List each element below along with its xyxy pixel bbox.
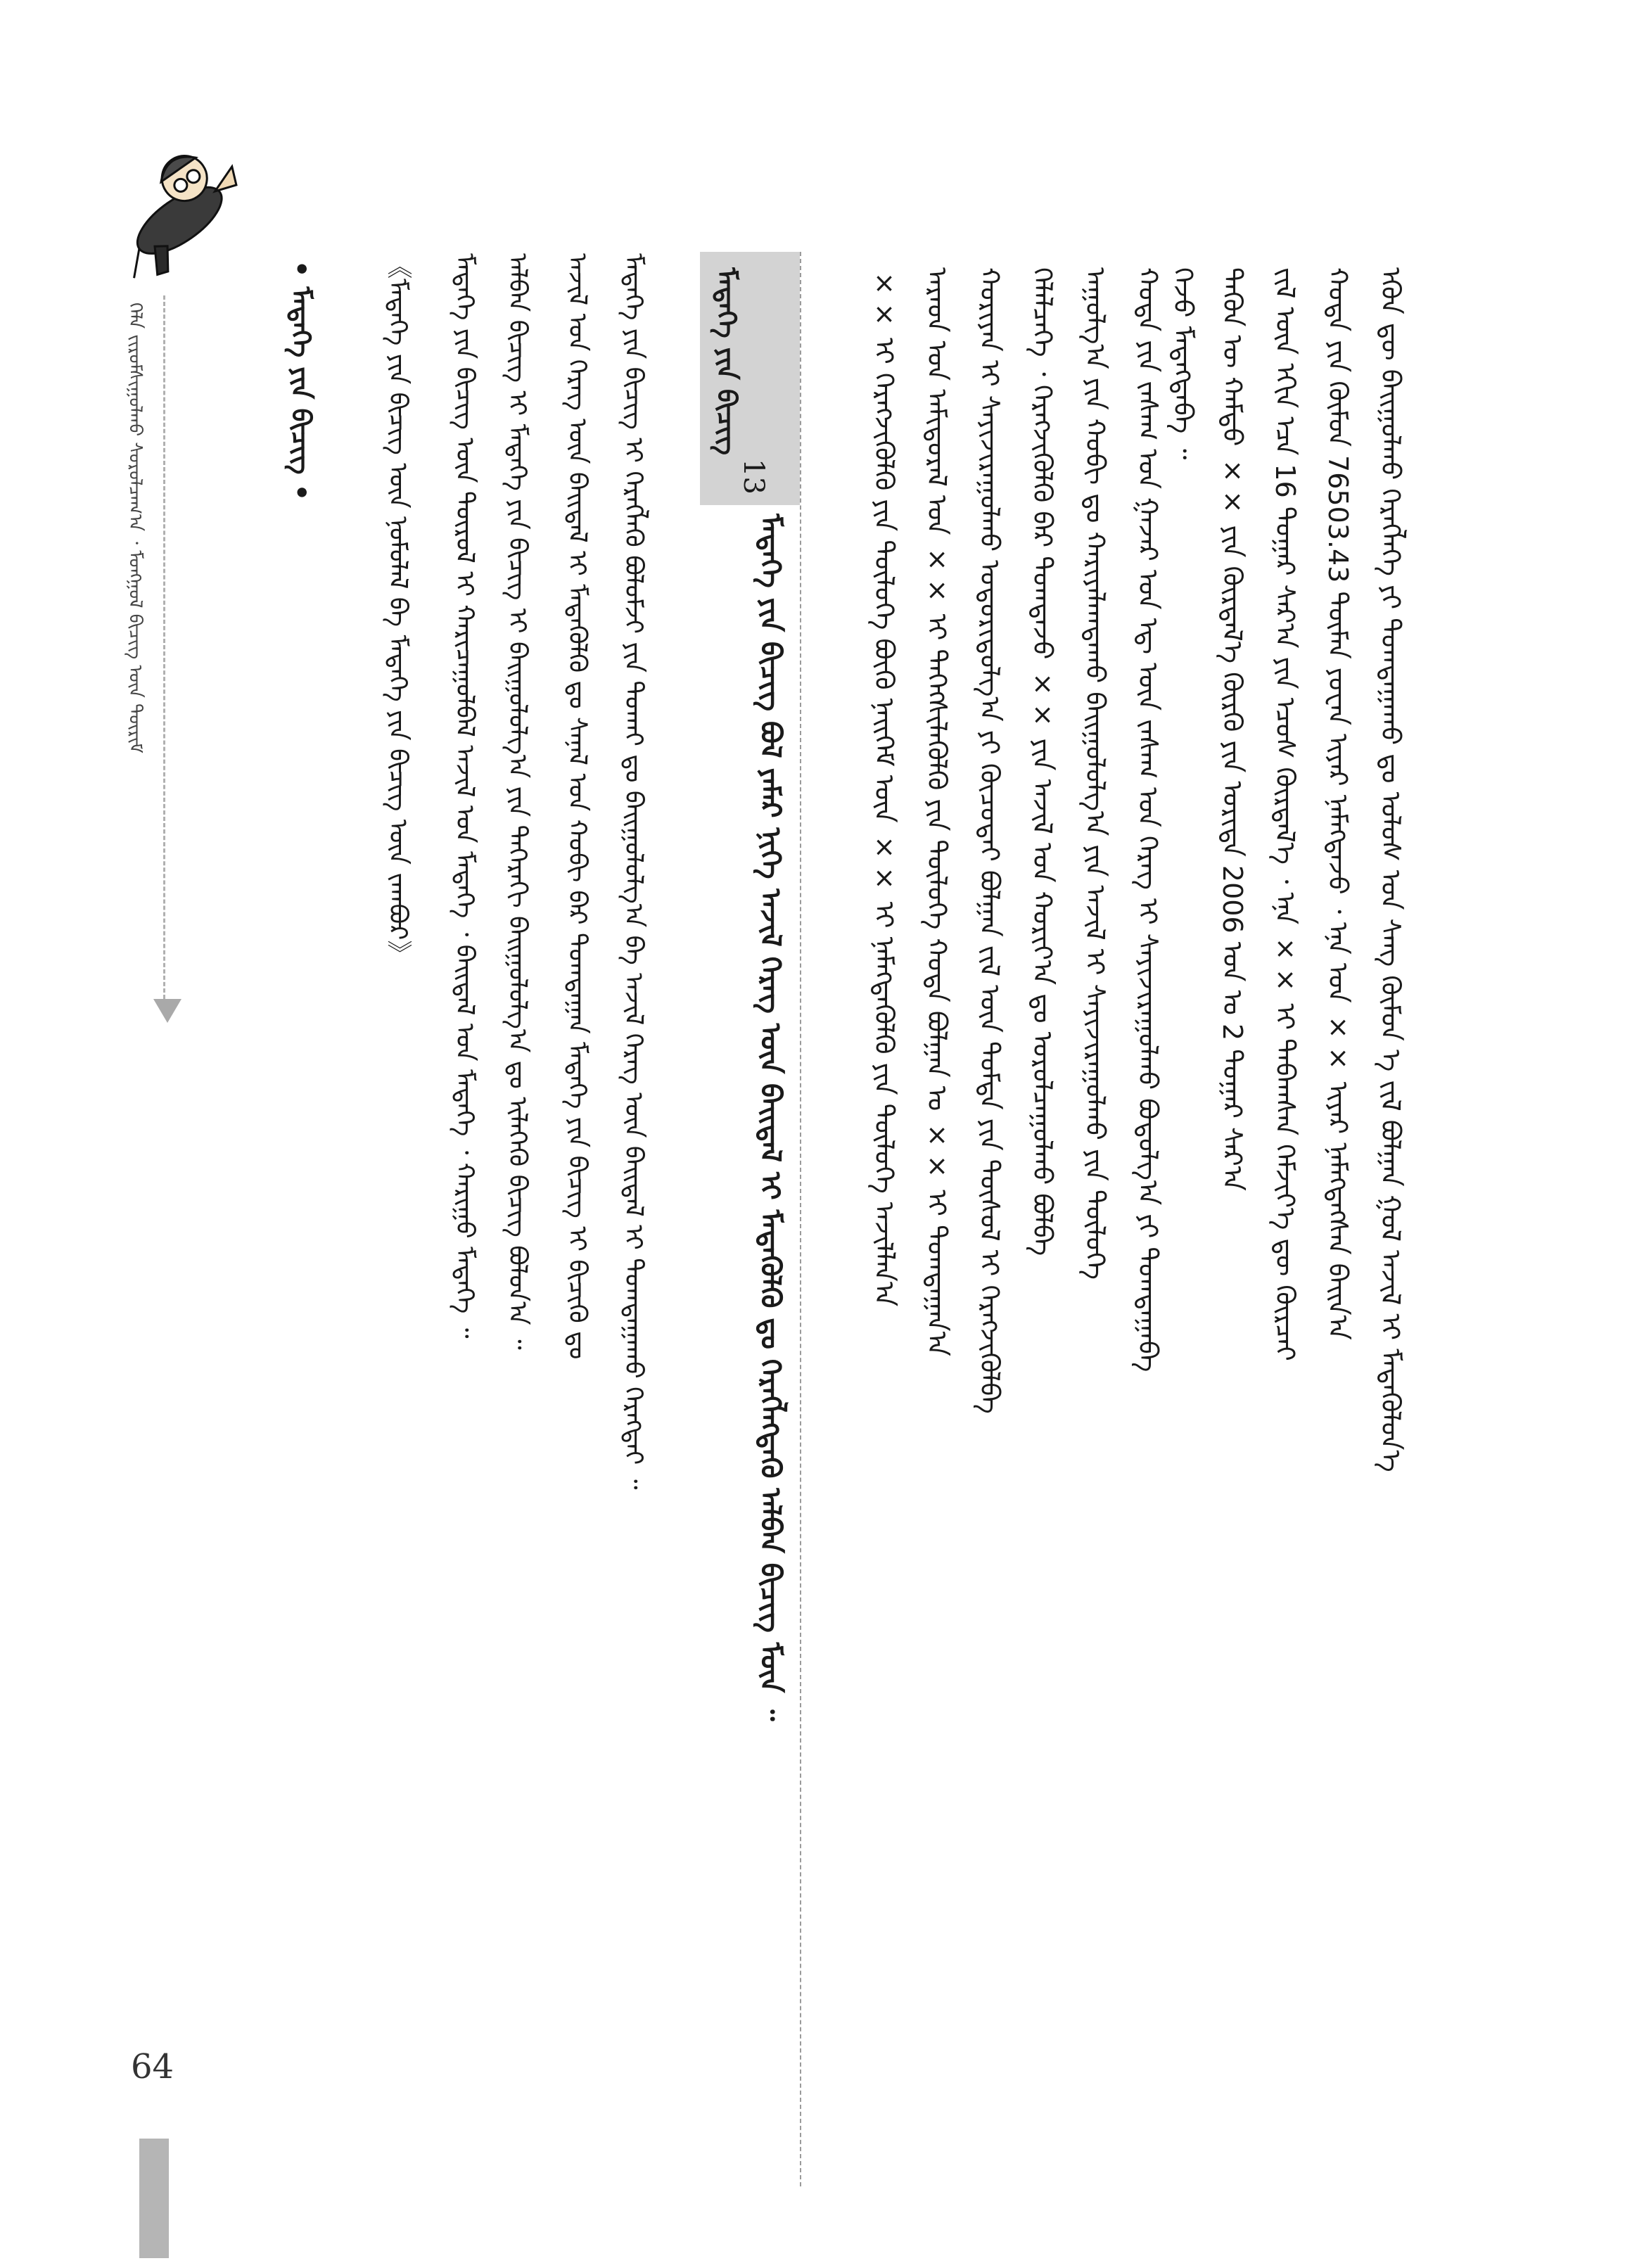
standard-column-4: ᠮᠡᠳᠡᠭᠡ ᠶᠢᠨ ᠪᠢᠴᠢᠭ ᠦᠨ ᠲᠥᠷᠥᠯ ᠢ ᠬᠠᠷᠢᠴᠠᠭᠤᠯᠪᠠᠯ ᠠᠵᠢᠯ ᠤᠨ ᠮᠡᠳᠡᠭᠡ ᠂ ᠪᠠᠢᠳᠠᠯ ᠤᠨ ᠮᠡᠳᠡᠭᠡ ᠂ ᠬᠠᠷᠢᠭᠤ ᠮᠡᠳᠡᠭᠡ ᠃ bbox=[450, 253, 479, 1339]
standard-column-5: 《ᠮᠡᠳᠡᠭᠡ ᠶᠢᠨ ᠪᠢᠴᠢᠭ ᠦᠨ ᠨᠣᠮᠣᠯᠠᠯ ᠪᠠ ᠮᠡᠳᠡᠭᠡ ᠶᠢᠨ ᠪᠢᠴᠢᠭ ᠦᠨ ᠵᠠᠭᠪᠤᠷ》 bbox=[383, 253, 412, 966]
body-column-6: ᠬᠣᠲᠠ ᠶᠢᠨ ᠵᠠᠰᠠᠭ ᠤᠨ ᠭᠠᠵᠠᠷ ᠤᠨ ᠡᠳ᠋ ᠦᠨ ᠵᠠᠰᠠᠭ ᠤᠨ ᠬᠡᠷᠡᠭ ᠢ ᠰᠠᠶᠢᠵᠢᠷᠠᠭᠤᠯᠬᠤ ᠪᠣᠳᠤᠯᠭ᠎ᠠ ᠶᠢ ᠲᠣᠭᠲᠠᠭᠠᠪᠠ bbox=[1133, 267, 1164, 1372]
standard-column-1: ᠮᠡᠳᠡᠭᠡ ᠶᠢᠨ ᠪᠢᠴᠢᠭ ᠢ ᠬᠡᠷᠡᠭᠯᠡᠬᠦ ᠪᠣᠯᠤᠮᠵᠢ ᠶᠢᠨ ᠲᠤᠬᠠᠢ ᠳᠤ ᠪᠠᠢᠭᠤᠯᠤᠯᠭ᠎ᠠ ᠪᠠ ᠠᠵᠢᠯ ᠬᠡᠷᠡᠭ ᠦᠨ ᠪᠠᠢᠳᠠᠯ ᠢ ᠲᠣᠭᠲᠠᠭᠠᠬᠤ ᠬᠡᠷᠡᠭᠲᠡᠢ ᠃ bbox=[619, 253, 648, 1490]
body-column-3: ᠵᠢᠯ ᠦᠨ ᠡᠬᠢᠨ ᠡᠴᠡ 16 ᠳᠤᠭᠠᠷ ᠰᠠᠷ᠎ᠠ ᠶᠢᠨ ᠡᠴᠦᠰ ᠬᠦᠷᠲᠡᠯ᠎ᠡ ᠂ ᠡᠨᠡ ×× ᠢ ᠳᠠᠪᠠᠭᠰᠠᠨ ᠬᠡᠮᠵᠢᠶ᠎ᠡ ᠳᠦ ᠬᠦᠷᠴᠡᠢ bbox=[1270, 267, 1301, 1361]
section-title: ᠮᠡᠳᠡᠭᠡ ᠶᠢᠨ ᠪᠢᠴᠢᠭ bbox=[711, 267, 742, 456]
mascot-illustration bbox=[91, 123, 253, 285]
bullet-heading: • ᠮᠡᠳᠡᠭᠡ ᠶᠢᠨ ᠪᠢᠴᠢᠭ • bbox=[286, 260, 317, 502]
body-column-7: ᠠᠭᠤᠯᠭ᠎ᠠ ᠶᠢᠨ ᠬᠤᠪᠢ ᠳᠤ ᠬᠠᠷᠢᠶᠠᠯᠠᠭᠳᠠᠬᠤ ᠪᠠᠢᠭᠤᠯᠤᠯᠭ᠎ᠠ ᠶᠢᠨ ᠠᠵᠢᠯ ᠢ ᠰᠠᠶᠢᠵᠢᠷᠠᠭᠤᠯᠬᠤ ᠶᠢᠨ ᠲᠥᠯᠥᠭᠡ bbox=[1080, 267, 1111, 1280]
body-column-5: ᠭᠡᠵᠦ ᠮᠡᠳᠡᠭᠳᠡᠪᠡ ᠃ bbox=[1168, 267, 1199, 460]
body-column-1: ᠡᠭᠦᠨ ᠳᠦ ᠪᠠᠢᠭᠤᠯᠬᠤ ᠬᠡᠷᠡᠭᠯᠡᠭᠡ ᠶᠢ ᠲᠣᠭᠲᠠᠭᠠᠬᠤ ᠳᠤ ᠤᠯᠤᠰ ᠤᠨ ᠰᠠᠩ ᠬᠥᠮᠦᠨ ᠡ ᠵᠢᠯ ᠪᠣᠯᠭᠠᠨ ᠭᠣᠯ ᠠᠵᠢᠯ ᠢ ᠮᠡᠳᠡᠭᠦᠯᠦᠨ᠎ᠡ bbox=[1375, 267, 1406, 1472]
section-divider bbox=[800, 252, 801, 2186]
section-definition: ᠮᠡᠳᠡᠭᠡ ᠶᠢᠨ ᠪᠢᠴᠢᠭ ᠪᠣᠯ ᠶᠠᠮᠠᠷ ᠨᠢᠭᠡ ᠠᠵᠢᠯ ᠬᠡᠷᠡᠭ ᠦᠨ ᠪᠠᠢᠳᠠᠯ ᠢ ᠮᠡᠳᠡᠭᠦᠯᠬᠦ ᠳᠤ ᠬᠡᠷᠡᠭᠯᠡᠭᠳᠡᠬᠦ ᠠᠯᠪᠠᠨ ᠪᠢᠴᠢᠭ ᠮᠥᠨ ᠃ bbox=[754, 514, 786, 1721]
section-number: 13 bbox=[737, 459, 770, 495]
standard-column-2: ᠠᠵᠢᠯ ᠤᠨ ᠬᠡᠷᠡᠭ ᠦᠨ ᠪᠠᠢᠳᠠᠯ ᠢ ᠮᠡᠳᠡᠭᠦᠯᠬᠦ ᠳᠤ ᠰᠠᠨᠠᠯ ᠤᠨ ᠬᠤᠪᠢ ᠪᠡᠷ ᠲᠣᠭᠲᠠᠭᠠᠨ ᠮᠡᠳᠡᠭᠡ ᠶᠢᠨ ᠪᠢᠴᠢᠭ ᠢ ᠪᠢᠴᠢᠬᠦ ᠳᠤ bbox=[563, 253, 592, 1360]
page-edge-bar bbox=[139, 2139, 169, 2258]
triangle-marker-icon bbox=[153, 999, 181, 1023]
page-number: 64 bbox=[131, 2047, 174, 2087]
running-header: ᠬᠡᠯᠡ ᠵᠢᠷᠤᠮᠰᠢᠭᠤᠯᠬᠤ ᠰᠤᠷᠤᠯᠴᠠᠭ᠎ᠠ ᠂ ᠮᠣᠩᠭᠣᠯ ᠪᠢᠴᠢᠭ ᠦᠨ ᠳᠦᠷᠢᠮ bbox=[125, 302, 146, 753]
body-column-4: ᠲᠡᠭᠦᠨ ᠦ ᠬᠠᠮᠲᠤ ×× ᠶᠢᠨ ᠬᠦᠷᠲᠡᠯ᠎ᠡ ᠬᠦᠷᠬᠦ ᠶᠢᠨ ᠤᠷᠢᠳᠠ 2006 ᠣᠨ ᠤ 2 ᠳᠤᠭᠠᠷ ᠰᠠᠷ᠎ᠠ bbox=[1217, 267, 1248, 1191]
body-column-2: ᠬᠣᠲᠠ ᠶᠢᠨ ᠬᠦᠮᠦᠨ 76503.43 ᠲᠦᠮᠡᠨ ᠶᠤᠸᠠᠨ ᠢᠶᠠᠷ ᠨᠡᠮᠡᠭᠳᠡᠵᠦ ᠂ ᠡᠨᠡ ᠣᠨ ×× ᠢᠶᠠᠷ ᠨᠡᠮᠡᠭᠳᠡᠭᠰᠡᠨ ᠪᠠᠢᠨ᠎ᠠ bbox=[1323, 267, 1353, 1340]
body-column-11: ×× ᠢ ᠬᠡᠷᠡᠭᠵᠢᠭᠦᠯᠬᠦ ᠶᠢᠨ ᠲᠥᠯᠥᠭᠡ ᠪᠦᠬᠦ ᠨᠡᠢᠭᠡᠮ ᠦᠨ ×× ᠢ ᠨᠡᠮᠡᠭᠳᠡᠭᠦᠯᠬᠦ ᠶᠢᠨ ᠲᠥᠯᠥᠭᠡ ᠠᠵᠢᠯᠯᠠᠨ᠎ᠠ bbox=[869, 267, 900, 1307]
body-column-10: ᠠᠷᠠᠳ ᠤᠨ ᠠᠮᠢᠳᠤᠷᠠᠯ ᠤᠨ ×× ᠢ ᠳᠡᠭᠡᠭᠰᠢᠯᠡᠭᠦᠯᠬᠦ ᠶᠢᠨ ᠲᠥᠯᠥᠭᠡ ᠬᠣᠲᠠ ᠪᠣᠯᠭᠠᠨ ᠤ ×× ᠢ ᠲᠣᠭᠲᠠᠭᠠᠨ᠎ᠠ bbox=[922, 267, 952, 1356]
standard-column-3: ᠠᠯᠪᠠᠨ ᠪᠢᠴᠢᠭ ᠢ ᠮᠡᠳᠡᠭᠡ ᠶᠢᠨ ᠪᠢᠴᠢᠭ ᠢ ᠪᠠᠢᠭᠤᠯᠤᠯᠭ᠎ᠠ ᠶᠢᠨ ᠳᠡᠭᠡᠷᠡᠬᠢ ᠪᠠᠢᠭᠤᠯᠤᠯᠭ᠎ᠠ ᠳᠤ ᠢᠯᠡᠭᠡᠬᠦ ᠪᠢᠴᠢᠭ ᠪᠣᠯᠤᠨ᠎ᠠ ᠃ bbox=[503, 253, 532, 1350]
body-column-9: ᠬᠣᠷᠢᠶᠠᠨ ᠢ ᠰᠠᠶᠢᠵᠢᠷᠠᠭᠤᠯᠬᠤ ᠤᠳᠤᠷᠢᠳᠤᠯᠭ᠎ᠠ ᠶᠢ ᠬᠦᠴᠦᠲᠡᠢ ᠪᠣᠯᠭᠠᠨ ᠵᠢᠯ ᠦᠨ ᠳᠤᠮᠳᠠ ᠶᠢᠨ ᠲᠥᠰᠦᠯ ᠢ ᠬᠡᠷᠡᠭᠵᠢᠭᠦᠯᠪᠡ bbox=[974, 267, 1005, 1414]
body-column-8: ᠬᠡᠯᠡᠯᠴᠡᠭᠡ ᠂ ᠬᠡᠷᠡᠭᠵᠢᠭᠦᠯᠬᠦ ᠪᠠᠷ ᠲᠣᠭᠲᠠᠵᠤ ×× ᠶᠢᠨ ᠠᠵᠢᠯ ᠤᠨ ᠬᠣᠷᠢᠶ᠎ᠠ ᠳᠤ ᠣᠷᠤᠯᠴᠠᠭᠤᠯᠬᠤ ᠪᠣᠯᠪᠠ bbox=[1027, 267, 1058, 1256]
header-divider bbox=[163, 295, 165, 999]
